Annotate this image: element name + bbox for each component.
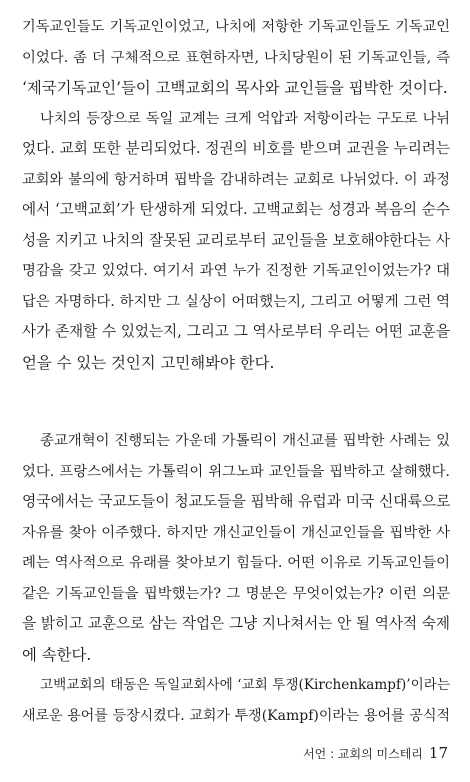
running-title: 서언 : 교회의 미스테리 [303, 747, 423, 761]
paragraph-2-line: 명감을 갖고 있었다. 여기서 과연 누가 진정한 기독교인이었는가? 대 [22, 263, 450, 279]
paragraph-2-line: 답은 자명하다. 하지만 그 실상이 어떠했는지, 그리고 어떻게 그런 역 [22, 293, 450, 310]
paragraph-3-line: 었다. 프랑스에서는 가톨릭이 위그노파 교인들을 핍박하고 살해했다. [22, 463, 450, 480]
paragraph-1-line: ‘제국기독교인’들이 고백교회의 목사와 교인들을 핍박한 것이다. [22, 79, 448, 97]
paragraph-3-line: 에 속한다. [22, 645, 92, 664]
paragraph-2-line: 성을 지키고 나치의 잘못된 교리로부터 교인들을 보호해야한다는 사 [22, 231, 450, 249]
paragraph-2-line: 에서 ‘고백교회’가 탄생하게 되었다. 고백교회는 성경과 복음의 순수 [22, 201, 450, 218]
paragraph-2-line: 얻을 수 있는 것인지 고민해봐야 한다. [22, 353, 275, 372]
paragraph-4-line: 고백교회의 태동은 독일교회사에 ‘교회 투쟁(Kirchenkampf)’이라는 [40, 677, 450, 693]
paragraph-3-line: 영국에서는 국교도들이 청교도들을 핍박해 유럽과 미국 신대륙으로 [22, 493, 451, 510]
page-footer [303, 744, 448, 762]
paragraph-2-line: 나치의 등장으로 독일 교계는 크게 억압과 저항이라는 구도로 나뉘 [40, 110, 450, 127]
paragraph-3-line: 자유를 찾아 이주했다. 하지만 개신교인들이 개신교인들을 핍박한 사 [22, 524, 450, 541]
paragraph-1-line: 기독교인들도 기독교인이었고, 나치에 저항한 기독교인들도 기독교인 [22, 19, 450, 35]
paragraph-3-line: 을 밝히고 교훈으로 삼는 작업은 그냥 지나쳐서는 안 될 역사적 숙제 [22, 615, 450, 632]
paragraph-1-line: 이었다. 좀 더 구체적으로 표현하자면, 나치당원이 된 기독교인들, 즉 [22, 49, 450, 66]
paragraph-3-line: 종교개혁이 진행되는 가운데 가톨릭이 개신교를 핍박한 사례는 있 [40, 433, 450, 449]
page-number: 17 [428, 744, 448, 762]
paragraph-3-line: 례는 역사적으로 유래를 찾아보기 힘들다. 어떤 이유로 기독교인들이 [22, 555, 450, 571]
paragraph-2-line: 교회와 불의에 항거하며 핍박을 감내하려는 교회로 나뉘었다. 이 과정 [22, 171, 450, 188]
paragraph-2-line: 사가 존재할 수 있었는지, 그리고 그 역사로부터 우리는 어떤 교훈을 [22, 323, 450, 340]
text-block-upper [22, 12, 450, 378]
paragraph-4-line: 새로운 용어를 등장시켰다. 교회가 투쟁(Kampf)이라는 용어를 공식적 [22, 707, 450, 724]
paragraph-2-line: 었다. 교회 또한 분리되었다. 정권의 비호를 받으며 교권을 누리려는 [22, 140, 450, 157]
paragraph-3-line: 같은 기독교인들을 핍박했는가? 그 명분은 무엇이었는가? 이런 의문 [22, 585, 450, 602]
text-block-lower [22, 426, 450, 731]
